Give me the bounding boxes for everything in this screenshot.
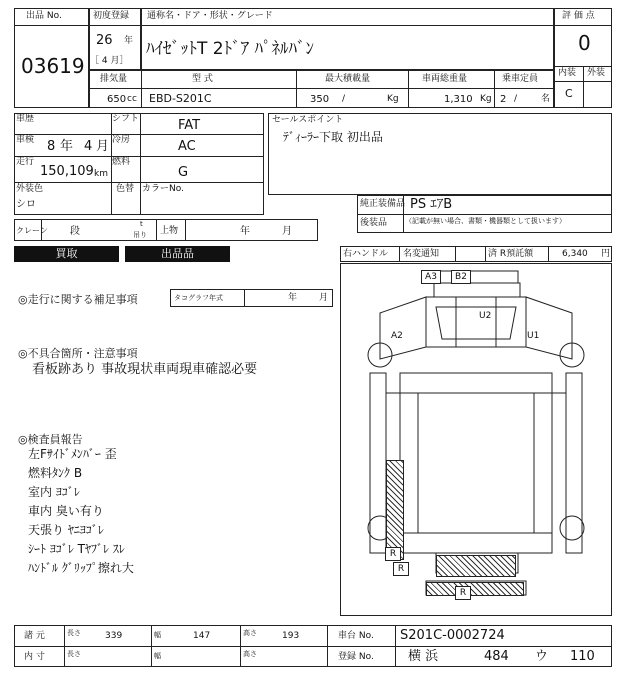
- crane-deck: 上物: [160, 226, 179, 236]
- report-line: 燃料ﾀﾝｸ B: [28, 466, 83, 480]
- first-reg-year: 26: [96, 33, 113, 48]
- crane-hang: 吊り: [133, 231, 147, 239]
- tab-consign[interactable]: 出品品: [125, 246, 230, 262]
- mileage-unit: km: [94, 169, 108, 179]
- gvw-label: 車両総重量: [422, 74, 468, 84]
- selling-value: ﾃﾞｨｰﾗｰ下取 初出品: [283, 130, 383, 144]
- inspection-year: 8: [47, 139, 56, 154]
- crane-year: 年: [240, 226, 250, 237]
- damage-rear-lower: [426, 582, 524, 596]
- report-line: ﾊﾝﾄﾞﾙ ｸﾞﾘｯﾌﾟ擦れ大: [28, 561, 134, 575]
- aircon-label: 冷房: [112, 135, 131, 145]
- section-inspector: ◎検査員報告: [18, 433, 83, 446]
- capacity-value: 2: [500, 94, 507, 105]
- interior-label: 内装: [558, 68, 577, 78]
- chassis-label: 車台 No.: [338, 631, 374, 641]
- mark-a2: A2: [391, 331, 403, 341]
- crane-label: クレーン: [16, 226, 48, 235]
- mark-b2: B2: [451, 270, 471, 284]
- load-value: 350: [310, 94, 330, 105]
- selling-label: セールスポイント: [272, 115, 344, 125]
- dims-width-label: 幅: [154, 631, 161, 639]
- first-reg-label: 初度登録: [93, 11, 130, 21]
- inspection-month-unit: 月: [96, 139, 110, 154]
- mark-a3: A3: [421, 270, 441, 284]
- dims-length: 339: [105, 631, 123, 641]
- inner-label: 内 寸: [24, 652, 45, 662]
- crane-stage: 段: [70, 226, 80, 237]
- section-defects: ◎不具合箇所・注意事項: [18, 347, 138, 360]
- color-label: 外装色: [16, 184, 44, 194]
- exterior-label: 外装: [587, 68, 606, 78]
- mileage-label: 走行: [16, 157, 35, 167]
- shift-value: FAT: [178, 118, 201, 133]
- deposit-yen: 円: [601, 249, 611, 259]
- damage-left-side: [386, 460, 404, 560]
- chassis-value: S201C-0002724: [400, 628, 505, 643]
- fuel-label: 燃料: [112, 157, 131, 167]
- plate-region: 横 浜: [408, 649, 439, 664]
- dims-height: 193: [282, 631, 300, 641]
- load-unit: Kg: [387, 94, 399, 104]
- inspection-label: 車検: [16, 135, 35, 145]
- name-value: ﾊｲｾﾞｯﾄT 2ﾄﾞｱ ﾊﾟﾈﾙﾊﾞﾝ: [146, 39, 315, 59]
- history-label: 車歴: [16, 114, 35, 124]
- report-line: 室内 ﾖｺﾞﾚ: [28, 485, 80, 499]
- first-reg-year-unit: 年: [124, 36, 134, 46]
- mark-u2: U2: [479, 311, 492, 321]
- report-line: 車内 臭い有り: [28, 504, 104, 518]
- engine-unit: cc: [127, 94, 137, 104]
- model-value: EBD-S201C: [149, 92, 212, 105]
- equipment-label: 純正装備品: [360, 199, 406, 209]
- mileage-value: 150,109: [40, 164, 94, 179]
- lot-number: 03619: [21, 54, 85, 78]
- dims-height-label: 高さ: [243, 629, 257, 637]
- dims-label: 諸 元: [24, 631, 45, 641]
- handle-label: 右ハンドル: [343, 249, 389, 259]
- plate-number2: 110: [570, 649, 595, 664]
- color-no-label: カラーNo.: [142, 184, 184, 194]
- inspection-year-unit: 年: [60, 139, 74, 154]
- model-label: 型 式: [192, 74, 213, 84]
- plate-label: 登録 No.: [338, 652, 374, 662]
- gvw-value: 1,310: [444, 94, 473, 105]
- tab-buy[interactable]: 買取: [14, 246, 119, 262]
- fuel-value: G: [178, 165, 189, 180]
- mark-u1: U1: [527, 331, 540, 341]
- tacho-label: タコグラフ年式: [174, 294, 223, 302]
- capacity-unit: 名: [541, 94, 551, 104]
- name-change-label: 名変通知: [403, 249, 440, 259]
- damage-rear-bumper: [436, 555, 516, 577]
- color-change-label: 色替: [116, 184, 135, 194]
- lot-label: 出品 No.: [26, 11, 62, 21]
- inner-height-label: 高さ: [243, 650, 257, 658]
- deposit-label: 済 R預託額: [488, 249, 534, 259]
- mark-r3: R: [455, 586, 471, 600]
- first-reg-month: ［ 4 月］: [90, 56, 129, 66]
- defect-text: 看板跡あり 事故現状車両現車確認必要: [32, 362, 258, 377]
- engine-value: 650: [107, 94, 127, 105]
- capacity-sep: /: [514, 94, 518, 104]
- crane-month: 月: [282, 226, 292, 237]
- plate-number1: 484: [484, 649, 509, 664]
- engine-label: 排気量: [100, 74, 128, 84]
- capacity-label: 乗車定員: [502, 74, 539, 84]
- deposit-value: 6,340: [562, 249, 588, 259]
- tacho-year: 年: [288, 293, 298, 303]
- interior-score: C: [565, 87, 573, 100]
- inner-length-label: 長さ: [67, 650, 81, 658]
- load-label: 最大積載量: [325, 74, 371, 84]
- dims-length-label: 長さ: [67, 629, 81, 637]
- mark-r1: R: [385, 547, 401, 561]
- section-mileage-notes: ◎走行に関する補足事項: [18, 293, 138, 306]
- load-sep: /: [342, 94, 346, 104]
- score-value: 0: [578, 31, 591, 55]
- name-label: 通称名・ドア・形状・グレード: [147, 11, 273, 21]
- aircon-value: AC: [178, 139, 196, 154]
- equipment-value: PS ｴｱB: [410, 197, 453, 212]
- inner-width-label: 幅: [154, 652, 161, 660]
- tacho-month: 月: [319, 293, 329, 303]
- color-value: シロ: [16, 199, 36, 210]
- shift-label: シフト: [112, 114, 140, 124]
- report-line: 天張り ﾔﾆﾖｺﾞﾚ: [28, 523, 104, 537]
- report-line: 左Fｻｲﾄﾞﾒﾝﾊﾞｰ 歪: [28, 447, 117, 461]
- report-line: ｼｰﾄ ﾖｺﾞﾚ Tﾔﾌﾞﾚ ｽﾚ: [28, 542, 125, 556]
- mark-r2: R: [393, 562, 409, 576]
- crane-hang-t: t: [140, 220, 143, 228]
- inspection-month: 4: [84, 139, 93, 154]
- plate-kana: ウ: [535, 649, 549, 664]
- dims-width: 147: [193, 631, 211, 641]
- aftermarket-note: （記載が無い場合、書類・機器類として扱います）: [405, 217, 566, 225]
- gvw-unit: Kg: [480, 94, 492, 104]
- aftermarket-label: 後装品: [360, 218, 388, 228]
- score-label: 評 価 点: [562, 11, 595, 21]
